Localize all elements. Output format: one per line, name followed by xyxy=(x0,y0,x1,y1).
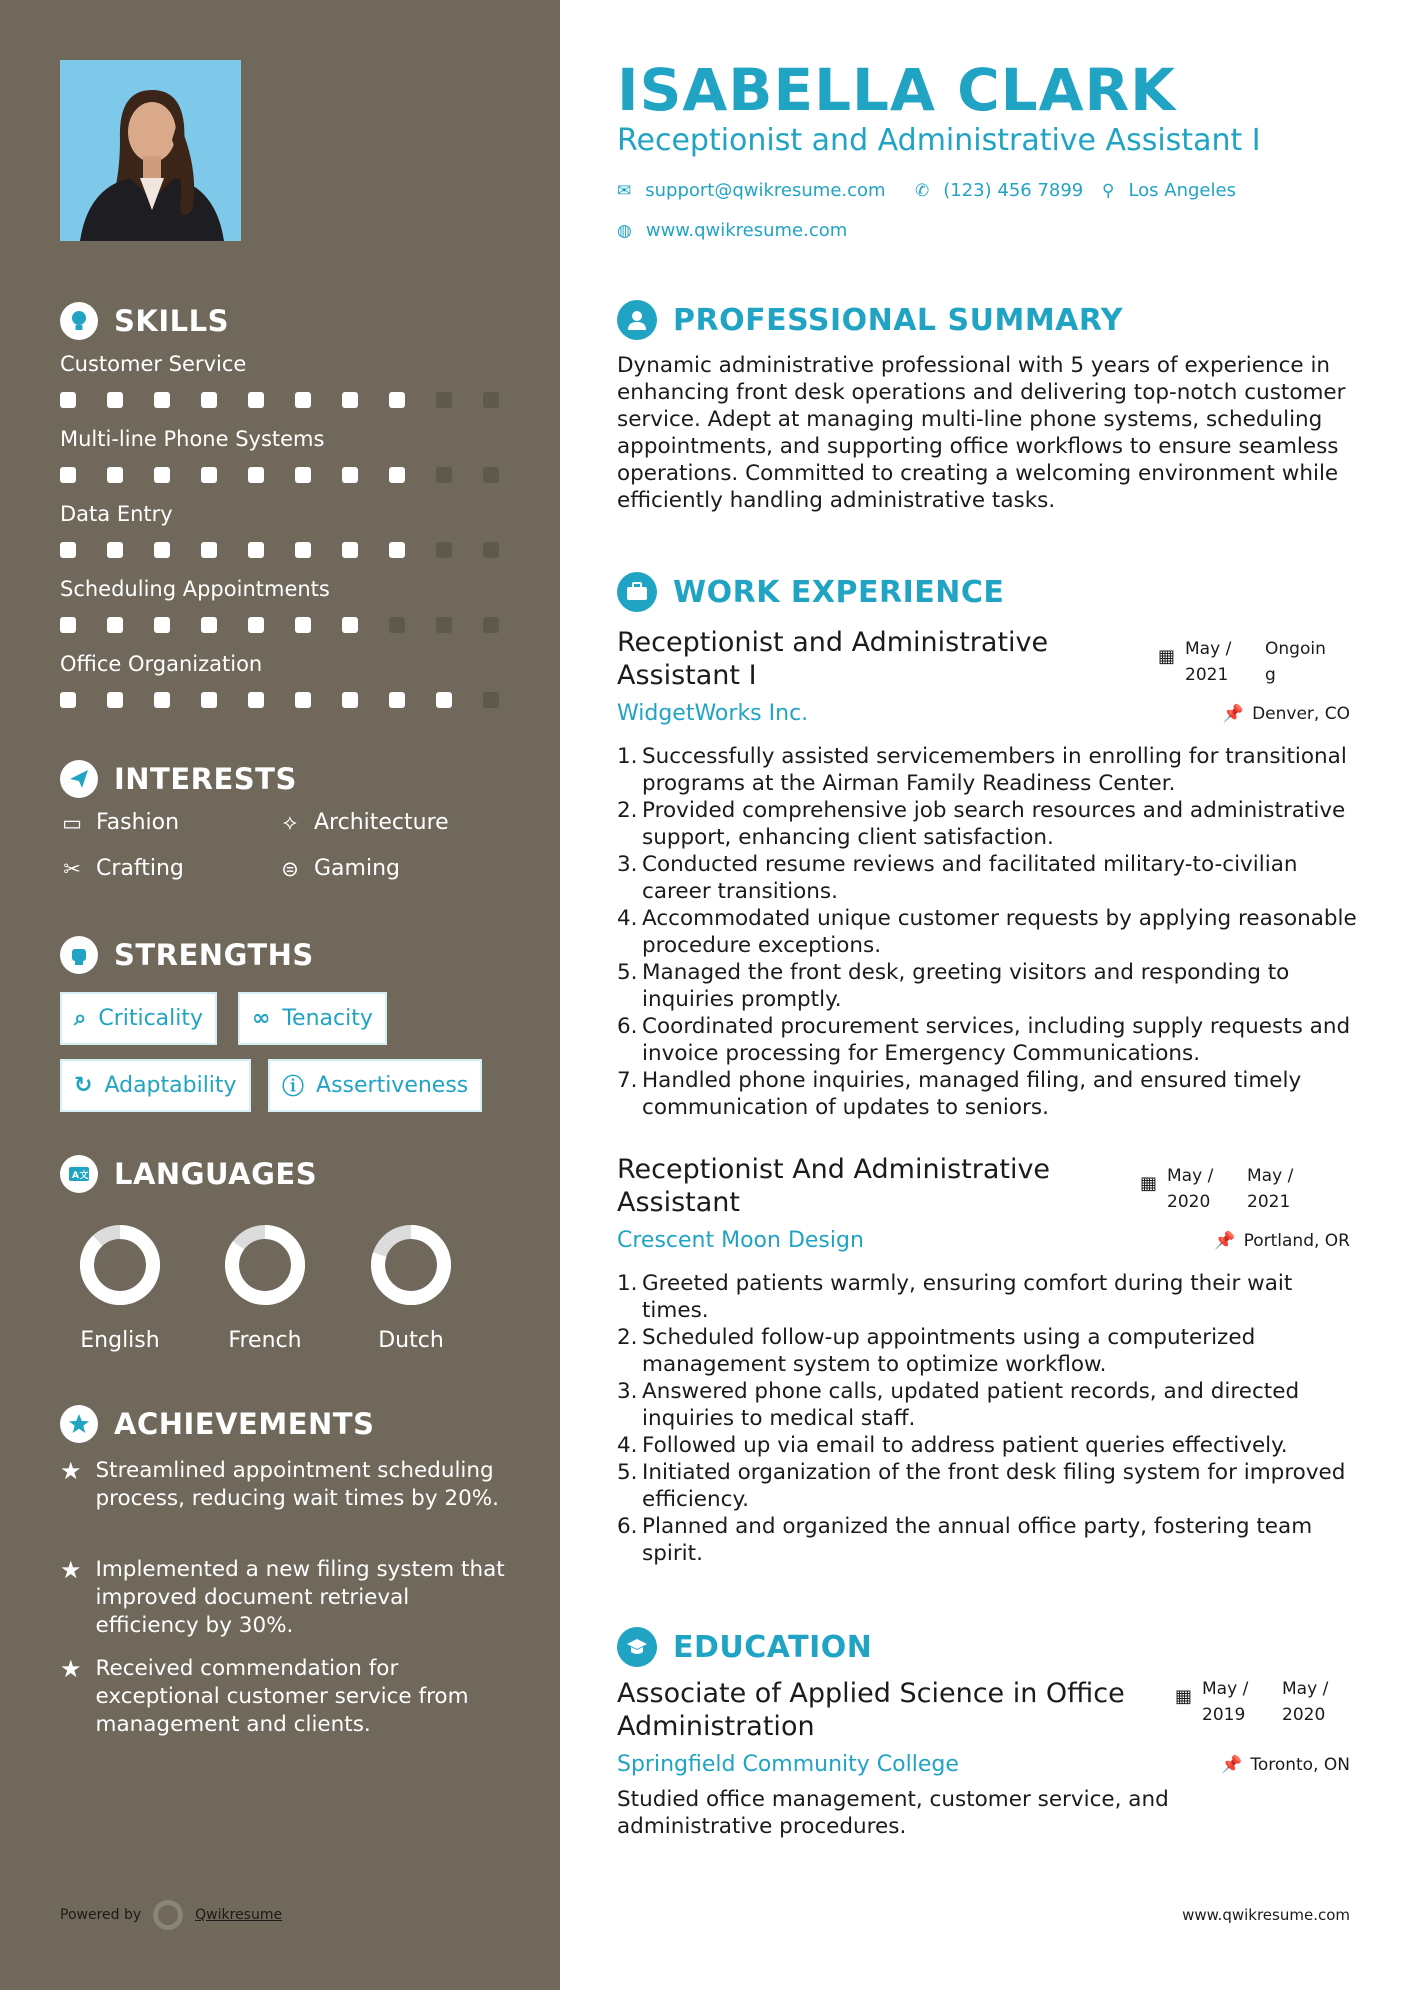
language-donut xyxy=(220,1220,310,1310)
skill-name: Customer Service xyxy=(60,352,247,376)
achievements-heading xyxy=(60,1405,374,1443)
rating-dot xyxy=(389,692,405,708)
rating-dot xyxy=(107,467,123,483)
rating-dot xyxy=(389,467,405,483)
education-location xyxy=(1221,1755,1350,1775)
rating-dot xyxy=(342,542,358,558)
fist-icon xyxy=(60,936,98,974)
rating-dot xyxy=(342,392,358,408)
rating-dot xyxy=(342,467,358,483)
bullet-item: 6. Planned and organized the annual office party, fostering team spirit. xyxy=(617,1514,1313,1566)
achievement-item xyxy=(60,1457,510,1513)
rating-dot xyxy=(436,617,452,633)
strength-chip xyxy=(268,1059,482,1112)
interest-label: Crafting xyxy=(96,856,184,881)
skill-rating xyxy=(60,392,499,408)
sidebar xyxy=(0,0,560,1990)
candidate-name: ISABELLA CLARK xyxy=(617,56,1177,124)
start-year: 2020 xyxy=(1167,1192,1211,1212)
interest-item xyxy=(60,810,179,835)
candidate-title: Receptionist and Administrative Assistant I xyxy=(617,123,1261,158)
envelope-icon: ✉ xyxy=(617,180,632,201)
footer-url[interactable]: www.qwikresume.com xyxy=(1182,1906,1350,1924)
skills-heading xyxy=(60,302,229,340)
rating-dot xyxy=(295,617,311,633)
rating-dot xyxy=(436,692,452,708)
bullet-item: 1. Greeted patients warmly, ensuring comfort during their wait times. xyxy=(617,1271,1293,1323)
bullet-item: 7. Handled phone inquiries, managed filing, and ensured timely communication of updates to seniors. xyxy=(617,1068,1302,1120)
rating-dot xyxy=(483,467,499,483)
main-content xyxy=(560,0,1407,1990)
pushpin-icon: 📌 xyxy=(1214,1231,1236,1251)
powered-by xyxy=(60,1900,282,1930)
location-label: Portland, OR xyxy=(1243,1231,1350,1251)
shooting-star-icon: ★ xyxy=(60,1556,82,1584)
education-degree: Associate of Applied Science in Office Administration xyxy=(617,1678,1125,1742)
search-icon: ⌕ xyxy=(74,1006,87,1031)
brand-link[interactable]: Qwikresume xyxy=(195,1907,283,1923)
bullet-item: 2. Provided comprehensive job search resources and administrative support, enhancing client satisfaction. xyxy=(617,798,1346,850)
summary-text: Dynamic administrative professional with 5 years of experience in enhancing front desk operations and delivering top-notch customer service. Adept at managing multi-line phone systems, scheduling appointments, and supporting office workflows to ensure seamless operations. Committed to creating a welcoming environment while efficiently handling administrative tasks. xyxy=(617,353,1346,513)
shopping-bag-icon: ▭ xyxy=(62,810,82,835)
rating-dot xyxy=(295,392,311,408)
map-pin-icon: ⚲ xyxy=(1102,180,1115,201)
experience-title: WORK EXPERIENCE xyxy=(673,574,1005,610)
rating-dot xyxy=(201,617,217,633)
phone-icon: ✆ xyxy=(915,180,930,201)
education-title: EDUCATION xyxy=(673,1629,873,1665)
rating-dot xyxy=(342,692,358,708)
language-name: Dutch xyxy=(378,1328,444,1353)
skill-name: Scheduling Appointments xyxy=(60,577,330,601)
languages-title: LANGUAGES xyxy=(114,1157,318,1191)
start-year: 2021 xyxy=(1185,665,1229,685)
bullet-item: 5. Initiated organization of the front desk filing system for improved efficiency. xyxy=(617,1460,1346,1512)
rating-dot xyxy=(483,617,499,633)
rating-dot xyxy=(483,692,499,708)
job-role: Receptionist and Administrative Assistant I xyxy=(617,627,1049,691)
education-description: Studied office management, customer service, and administrative procedures. xyxy=(617,1787,1169,1839)
end-month: Ongoin xyxy=(1265,639,1326,659)
rating-dot xyxy=(107,542,123,558)
job-location xyxy=(1214,1231,1350,1251)
job-bullets xyxy=(617,1270,1357,1567)
bullet-item: 4. Followed up via email to address patient queries effectively. xyxy=(617,1433,1288,1458)
globe-icon: ◍ xyxy=(617,220,632,241)
contact-location xyxy=(1102,180,1236,201)
strength-label: Criticality xyxy=(98,1006,204,1031)
skill-rating xyxy=(60,542,499,558)
rating-dot xyxy=(154,542,170,558)
language-item xyxy=(60,1220,180,1353)
skills-title: SKILLS xyxy=(114,304,229,338)
link-icon: ∞ xyxy=(252,1006,271,1031)
rating-dot xyxy=(60,542,76,558)
user-icon xyxy=(617,300,657,340)
skill-name: Data Entry xyxy=(60,502,173,526)
strength-chip xyxy=(60,992,217,1045)
rating-dot xyxy=(248,467,264,483)
email-text: support@qwikresume.com xyxy=(645,180,886,201)
end-year: 2020 xyxy=(1282,1705,1326,1725)
calendar-icon: ▦ xyxy=(1140,1173,1158,1194)
language-icon xyxy=(60,1155,98,1193)
contact-phone[interactable] xyxy=(915,180,1083,201)
pushpin-icon: 📌 xyxy=(1222,704,1245,724)
rating-dot xyxy=(60,392,76,408)
bullet-item: 5. Managed the front desk, greeting visitors and responding to inquiries promptly. xyxy=(617,960,1290,1012)
end-month: May / xyxy=(1247,1166,1294,1186)
rating-dot xyxy=(201,542,217,558)
rating-dot xyxy=(295,542,311,558)
language-donut xyxy=(75,1220,165,1310)
skill-name: Multi-line Phone Systems xyxy=(60,427,325,451)
rating-dot xyxy=(483,392,499,408)
job-dates xyxy=(1158,636,1335,688)
briefcase-icon xyxy=(617,572,657,612)
education-school: Springfield Community College xyxy=(617,1752,959,1777)
rating-dot xyxy=(154,467,170,483)
contact-website[interactable] xyxy=(617,220,847,241)
rating-dot xyxy=(389,617,405,633)
interests-heading xyxy=(60,760,297,798)
rating-dot xyxy=(295,467,311,483)
rating-dot xyxy=(248,617,264,633)
location-text: Los Angeles xyxy=(1128,180,1236,201)
rating-dot xyxy=(60,617,76,633)
education-heading xyxy=(617,1627,872,1667)
rating-dot xyxy=(154,392,170,408)
rating-dot xyxy=(436,467,452,483)
rating-dot xyxy=(483,542,499,558)
language-name: English xyxy=(80,1328,160,1353)
interest-label: Fashion xyxy=(96,810,180,835)
lightbulb-icon xyxy=(60,302,98,340)
strength-label: Assertiveness xyxy=(316,1073,469,1098)
profile-photo-image xyxy=(60,60,241,241)
rating-dot xyxy=(389,392,405,408)
qwikresume-logo-icon xyxy=(153,1900,183,1930)
location-label: Denver, CO xyxy=(1252,704,1350,724)
strength-label: Tenacity xyxy=(282,1006,373,1031)
rating-dot xyxy=(201,692,217,708)
achievement-text: Received commendation for exceptional customer service from management and clients. xyxy=(95,1656,469,1737)
start-month: May / xyxy=(1185,639,1232,659)
svg-text:A文: A文 xyxy=(72,1171,89,1181)
rating-dot xyxy=(154,617,170,633)
rating-dot xyxy=(295,692,311,708)
website-text: www.qwikresume.com xyxy=(645,220,848,241)
rating-dot xyxy=(107,692,123,708)
powered-by-label: Powered by xyxy=(60,1907,142,1923)
job-location xyxy=(1223,704,1350,724)
contact-email[interactable] xyxy=(617,180,886,201)
education-dates xyxy=(1175,1676,1352,1728)
language-donut xyxy=(366,1220,456,1310)
language-name: French xyxy=(228,1328,302,1353)
skill-rating xyxy=(60,617,499,633)
bullet-item: 2. Scheduled follow-up appointments using a computerized management system to optimize workflow. xyxy=(617,1325,1256,1377)
rating-dot xyxy=(154,692,170,708)
rating-dot xyxy=(248,542,264,558)
calendar-icon: ▦ xyxy=(1158,646,1176,667)
job-company: Crescent Moon Design xyxy=(617,1228,864,1253)
languages-heading xyxy=(60,1155,317,1193)
rating-dot xyxy=(389,542,405,558)
interest-label: Gaming xyxy=(314,856,400,881)
achievement-text: Implemented a new filing system that improved document retrieval efficiency by 30%. xyxy=(95,1557,505,1638)
drafting-compass-icon: ⟡ xyxy=(283,810,297,834)
star-badge-icon xyxy=(60,1405,98,1443)
rating-dot xyxy=(342,617,358,633)
rating-dot xyxy=(201,467,217,483)
location-label: Toronto, ON xyxy=(1250,1755,1350,1775)
language-item xyxy=(351,1220,471,1353)
language-item xyxy=(205,1220,325,1353)
start-month: May / xyxy=(1167,1166,1214,1186)
job-bullets xyxy=(617,743,1357,1121)
achievement-item xyxy=(60,1655,510,1739)
skill-rating xyxy=(60,467,499,483)
job-dates xyxy=(1140,1163,1317,1215)
strengths-title: STRENGTHS xyxy=(114,938,314,972)
shooting-star-icon: ★ xyxy=(60,1655,82,1683)
bullet-item: 1. Successfully assisted servicemembers in enrolling for transitional programs at the Airman Family Readiness Center. xyxy=(617,744,1347,796)
start-year: 2019 xyxy=(1202,1705,1246,1725)
profile-photo xyxy=(60,60,241,241)
job-company: WidgetWorks Inc. xyxy=(617,701,809,726)
pushpin-icon: 📌 xyxy=(1221,1755,1243,1775)
rating-dot xyxy=(107,392,123,408)
rating-dot xyxy=(60,467,76,483)
exclamation-icon: ⓘ xyxy=(282,1075,305,1100)
bullet-item: 4. Accommodated unique customer requests by applying reasonable procedure exceptions. xyxy=(617,906,1357,958)
achievement-item xyxy=(60,1556,510,1640)
bullet-item: 3. Conducted resume reviews and facilitated military-to-civilian career transitions. xyxy=(617,852,1298,904)
summary-heading xyxy=(617,300,1123,340)
interest-item xyxy=(278,810,449,835)
achievements-title: ACHIEVEMENTS xyxy=(114,1407,375,1441)
skill-rating xyxy=(60,692,499,708)
strength-label: Adaptability xyxy=(104,1073,237,1098)
shooting-star-icon: ★ xyxy=(60,1457,82,1485)
rating-dot xyxy=(436,542,452,558)
achievement-text: Streamlined appointment scheduling process, reducing wait times by 20%. xyxy=(95,1458,500,1511)
job-role: Receptionist And Administrative Assistant xyxy=(617,1154,1051,1218)
rating-dot xyxy=(107,617,123,633)
gamepad-icon: ⊜ xyxy=(281,856,299,881)
bullet-item: 3. Answered phone calls, updated patient records, and directed inquiries to medical staff. xyxy=(617,1379,1300,1431)
phone-text: (123) 456 7899 xyxy=(943,180,1084,201)
end-month: May / xyxy=(1282,1679,1329,1699)
strengths-heading xyxy=(60,936,314,974)
end-year: g xyxy=(1265,665,1276,685)
donut-fill xyxy=(87,1232,153,1298)
interest-item xyxy=(60,856,184,881)
start-month: May / xyxy=(1202,1679,1249,1699)
rating-dot xyxy=(436,392,452,408)
experience-heading xyxy=(617,572,1004,612)
end-year: 2021 xyxy=(1247,1192,1291,1212)
interest-item xyxy=(278,856,400,881)
bullet-item: 6. Coordinated procurement services, including supply requests and invoice processing for Emergency Communications. xyxy=(617,1014,1351,1066)
interest-label: Architecture xyxy=(314,810,449,835)
summary-title: PROFESSIONAL SUMMARY xyxy=(673,302,1124,338)
rating-dot xyxy=(201,392,217,408)
interests-title: INTERESTS xyxy=(114,762,297,796)
scissors-icon: ✂ xyxy=(63,856,81,881)
strength-chip xyxy=(238,992,387,1045)
calendar-icon: ▦ xyxy=(1175,1686,1193,1707)
skill-name: Office Organization xyxy=(60,652,263,676)
paper-plane-icon xyxy=(60,760,98,798)
graduation-icon xyxy=(617,1627,657,1667)
strength-chip xyxy=(60,1059,251,1112)
rating-dot xyxy=(60,692,76,708)
refresh-icon: ↻ xyxy=(74,1073,93,1098)
rating-dot xyxy=(248,692,264,708)
rating-dot xyxy=(248,392,264,408)
